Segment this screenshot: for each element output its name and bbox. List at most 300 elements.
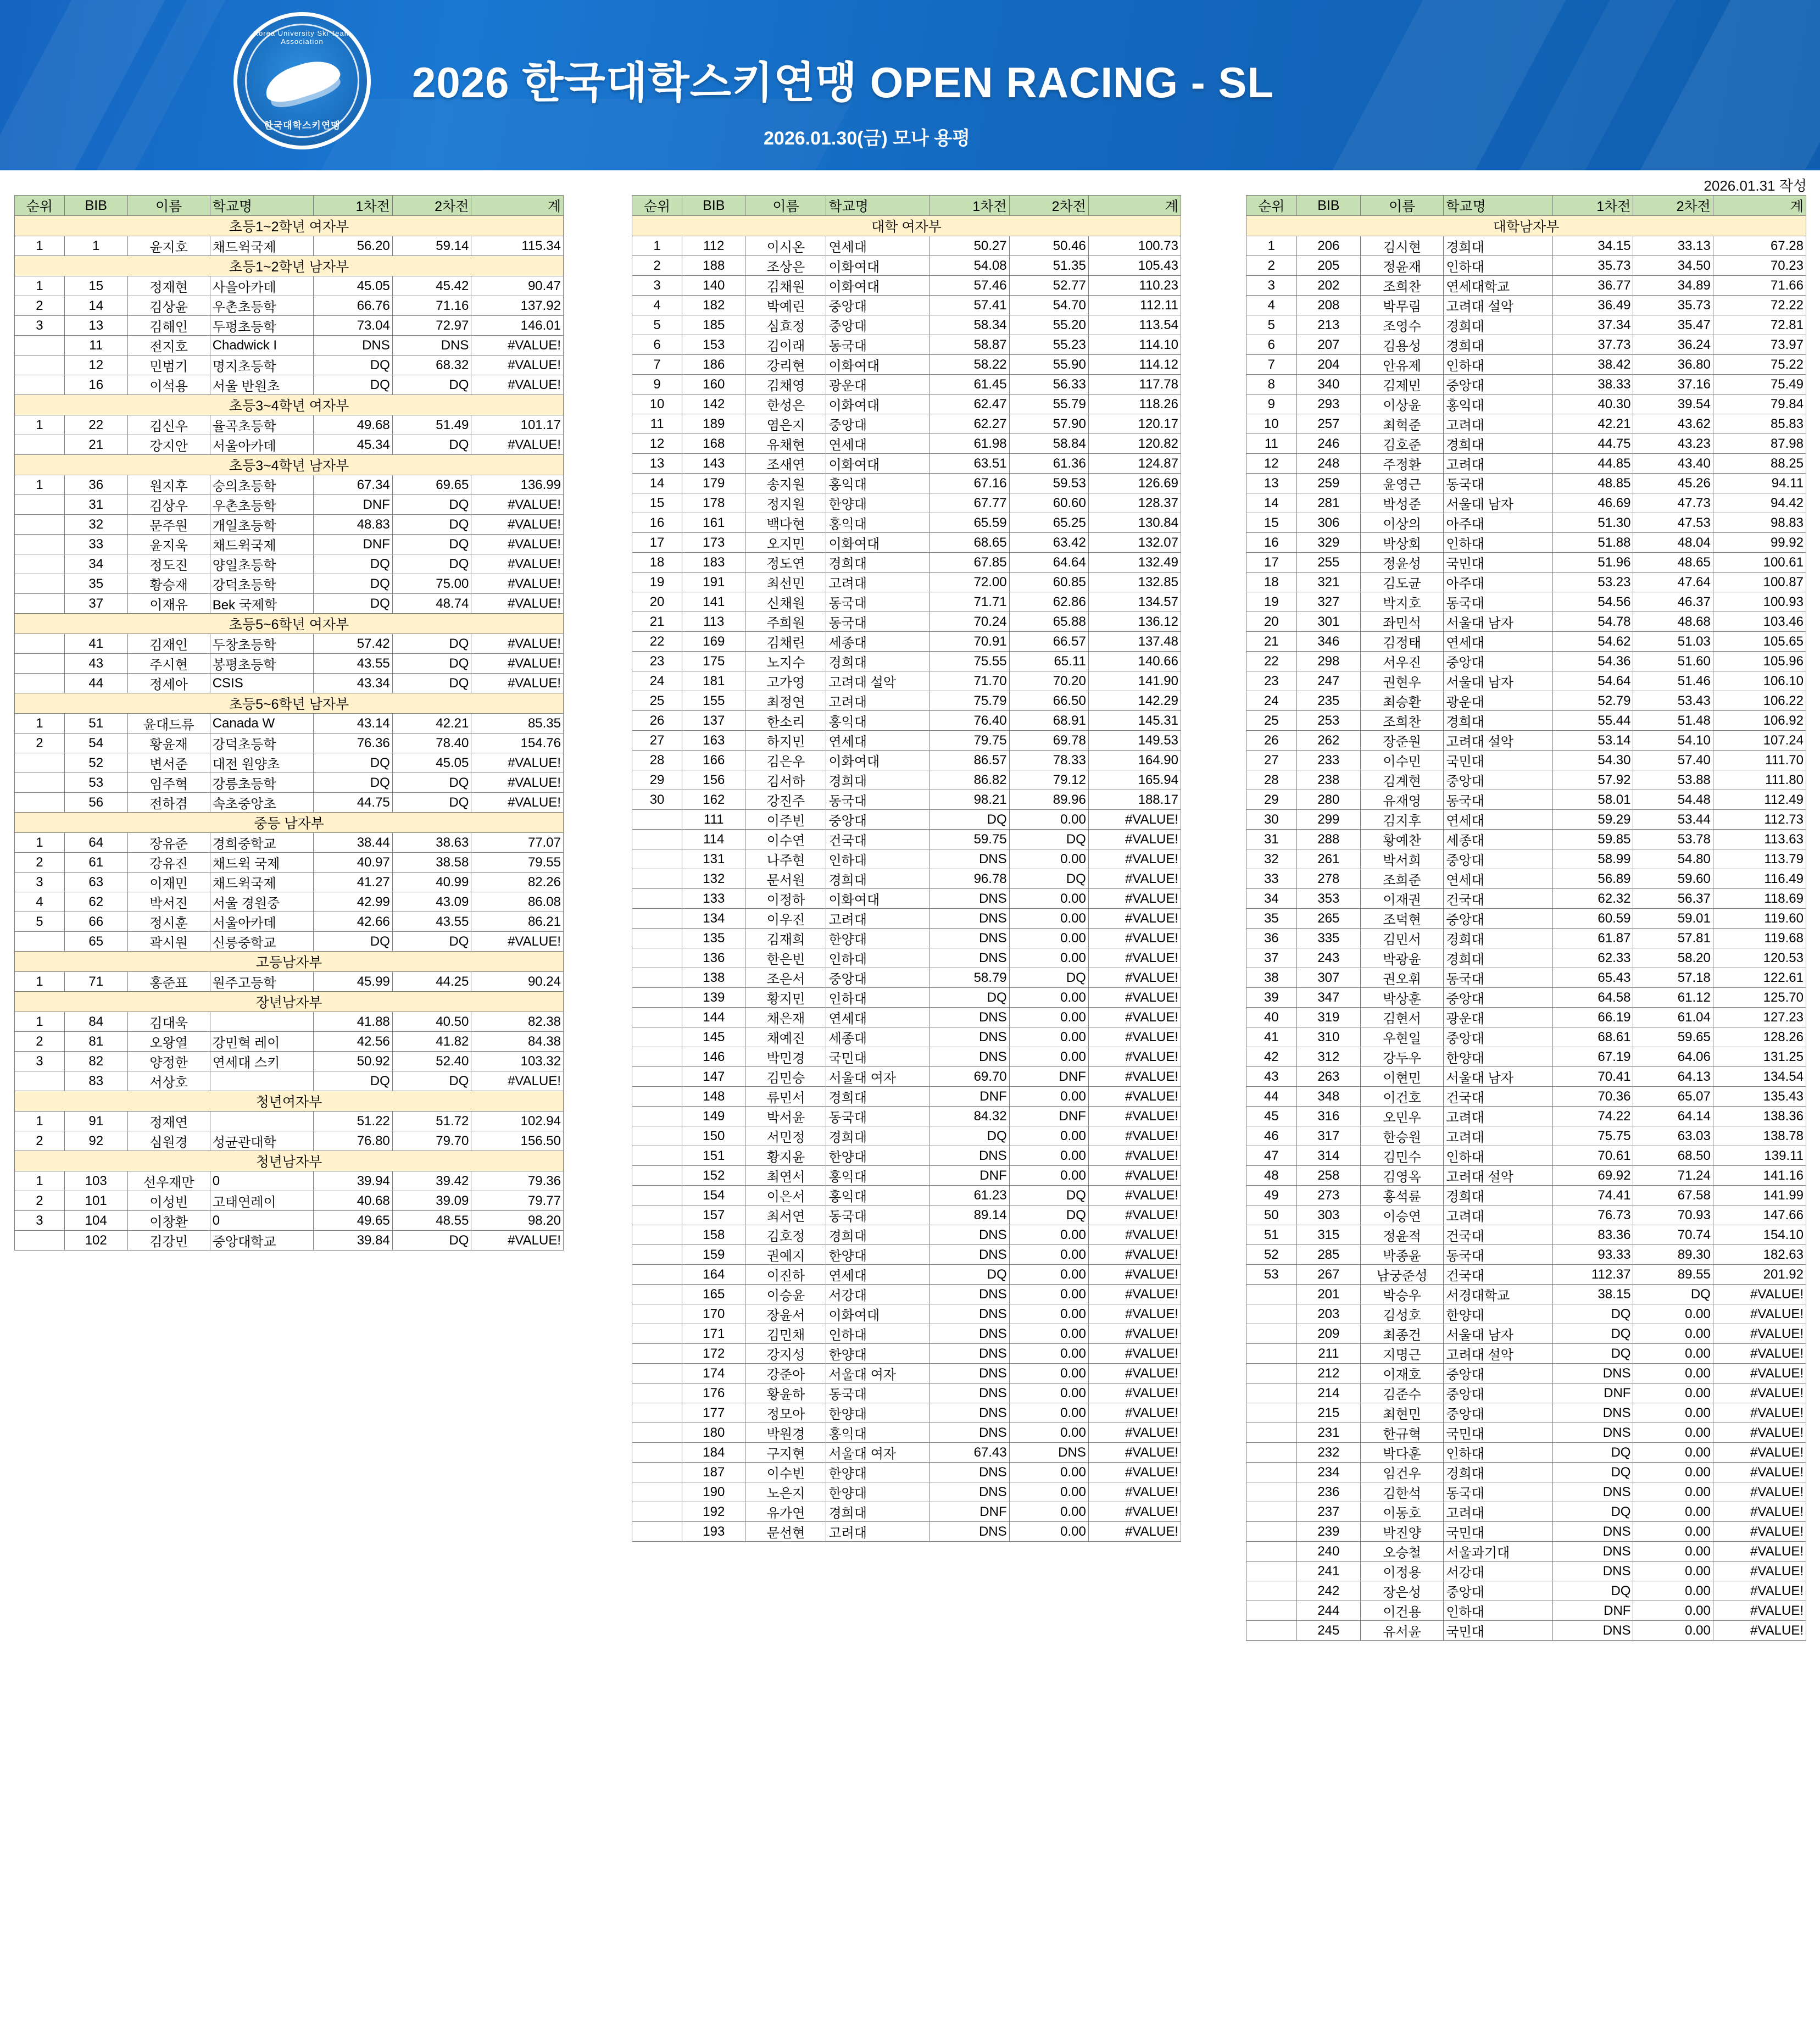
- cell-2: 전하겸: [127, 793, 210, 813]
- table-row: [1246, 1403, 1806, 1423]
- cell-1: 131: [682, 849, 745, 869]
- cell-6: 100.73: [1088, 236, 1181, 256]
- cell-5: DNF: [1009, 1107, 1088, 1126]
- cell-1: 183: [682, 553, 745, 573]
- cell-6: 75.49: [1713, 375, 1806, 395]
- cell-2: 이시온: [745, 236, 826, 256]
- cell-1: 178: [682, 493, 745, 513]
- cell-3: 국민대: [1444, 553, 1553, 573]
- cell-3: 숭의초등학: [210, 475, 313, 495]
- cell-6: 102.94: [471, 1112, 564, 1131]
- cell-5: 46.37: [1633, 592, 1713, 612]
- cell-6: 137.92: [471, 296, 564, 316]
- cell-6: #VALUE!: [1713, 1364, 1806, 1384]
- cell-5: 0.00: [1009, 1245, 1088, 1265]
- cell-6: 137.48: [1088, 632, 1181, 652]
- table-row: [15, 753, 564, 773]
- cell-1: 169: [682, 632, 745, 652]
- cell-1: 135: [682, 929, 745, 948]
- table-row: [1246, 1126, 1806, 1146]
- table-row: [1246, 533, 1806, 553]
- table-row: [1246, 1522, 1806, 1542]
- table-row: [15, 296, 564, 316]
- table-row: [15, 1231, 564, 1251]
- cell-4: DNS: [930, 1027, 1009, 1047]
- cell-2: 김준수: [1361, 1384, 1444, 1403]
- cell-2: 김재인: [127, 634, 210, 654]
- cell-3: 연세대: [1444, 810, 1553, 830]
- cell-5: DQ: [392, 793, 471, 813]
- cell-4: 37.73: [1552, 335, 1633, 355]
- table-row: [1246, 1621, 1806, 1641]
- cell-2: 권현우: [1361, 671, 1444, 691]
- cell-6: 145.31: [1088, 711, 1181, 731]
- table-row: [1246, 1601, 1806, 1621]
- cell-3: Chadwick I: [210, 336, 313, 355]
- cell-4: DNS: [1552, 1423, 1633, 1443]
- table-row: [632, 355, 1181, 375]
- cell-3: 경희대: [826, 1126, 930, 1146]
- cell-3: 인하대: [826, 1324, 930, 1344]
- cell-6: #VALUE!: [1088, 810, 1181, 830]
- table-row: [632, 296, 1181, 315]
- cell-3: 채드윅국제: [210, 873, 313, 892]
- cell-6: #VALUE!: [1088, 1265, 1181, 1285]
- table-row: [1246, 573, 1806, 592]
- cell-0: 49: [1246, 1186, 1297, 1205]
- cell-5: 53.44: [1633, 810, 1713, 830]
- table-row: [1246, 988, 1806, 1008]
- cell-6: 70.23: [1713, 256, 1806, 276]
- cell-1: 262: [1296, 731, 1360, 751]
- cell-3: 동국대: [1444, 592, 1553, 612]
- cell-0: [632, 1482, 682, 1502]
- cell-1: 147: [682, 1067, 745, 1087]
- cell-6: #VALUE!: [1088, 869, 1181, 889]
- cell-1: 293: [1296, 395, 1360, 414]
- cell-5: 50.46: [1009, 236, 1088, 256]
- cell-4: DNS: [1552, 1364, 1633, 1384]
- cell-5: 40.99: [392, 873, 471, 892]
- cell-2: 황지윤: [745, 1146, 826, 1166]
- cell-1: 146: [682, 1047, 745, 1067]
- cell-0: 20: [632, 592, 682, 612]
- cell-6: #VALUE!: [1088, 1522, 1181, 1542]
- cell-5: 39.42: [392, 1171, 471, 1191]
- cell-3: 중앙대: [1444, 770, 1553, 790]
- table-row: [15, 594, 564, 614]
- cell-5: 0.00: [1009, 810, 1088, 830]
- cell-4: 70.91: [930, 632, 1009, 652]
- cell-2: 오왕열: [127, 1032, 210, 1052]
- cell-2: 이재호: [1361, 1364, 1444, 1384]
- cell-0: [632, 889, 682, 909]
- cell-2: 박서윤: [745, 1107, 826, 1126]
- table-row: [632, 711, 1181, 731]
- cell-6: 90.47: [471, 276, 564, 296]
- cell-4: DNS: [930, 1146, 1009, 1166]
- cell-6: #VALUE!: [1088, 1186, 1181, 1205]
- cell-6: 188.17: [1088, 790, 1181, 810]
- cell-6: 90.24: [471, 972, 564, 992]
- table-row: [632, 1186, 1181, 1205]
- cell-0: [632, 1403, 682, 1423]
- table-row: [15, 892, 564, 912]
- cell-1: 92: [64, 1131, 127, 1151]
- cell-3: 국민대: [826, 1047, 930, 1067]
- table-row: [1246, 909, 1806, 929]
- cell-5: 71.16: [392, 296, 471, 316]
- cell-1: 242: [1296, 1581, 1360, 1601]
- cell-2: 원지후: [127, 475, 210, 495]
- cell-3: 사을아카데: [210, 276, 313, 296]
- cell-4: DNS: [930, 948, 1009, 968]
- cell-0: 42: [1246, 1047, 1297, 1067]
- table-row: [632, 1146, 1181, 1166]
- cell-5: 71.24: [1633, 1166, 1713, 1186]
- cell-2: 박민경: [745, 1047, 826, 1067]
- cell-5: DNS: [1009, 1443, 1088, 1463]
- cell-1: 83: [64, 1071, 127, 1091]
- cell-0: 3: [15, 873, 65, 892]
- cell-6: #VALUE!: [471, 753, 564, 773]
- cell-3: 중앙대: [1444, 1403, 1553, 1423]
- cell-1: 237: [1296, 1502, 1360, 1522]
- cell-2: 이건호: [1361, 1087, 1444, 1107]
- cell-3: 양일초등학: [210, 554, 313, 574]
- cell-0: [1246, 1581, 1297, 1601]
- cell-4: DNF: [1552, 1384, 1633, 1403]
- table-row: [1246, 889, 1806, 909]
- cell-1: 319: [1296, 1008, 1360, 1027]
- table-body-right: [1246, 216, 1806, 1641]
- cell-4: 45.99: [314, 972, 393, 992]
- cell-2: 신채원: [745, 592, 826, 612]
- cell-2: 곽시원: [127, 932, 210, 952]
- cell-2: 박승우: [1361, 1285, 1444, 1304]
- section-title: 초등5~6학년 여자부: [15, 614, 564, 634]
- cell-5: 48.68: [1633, 612, 1713, 632]
- cell-1: 353: [1296, 889, 1360, 909]
- cell-1: 258: [1296, 1166, 1360, 1186]
- cell-4: 72.00: [930, 573, 1009, 592]
- cell-3: 동국대: [826, 1384, 930, 1403]
- results-table-right: [1246, 195, 1806, 1641]
- cell-6: 113.63: [1713, 830, 1806, 849]
- cell-4: 40.30: [1552, 395, 1633, 414]
- cell-0: 2: [15, 853, 65, 873]
- table-row: [1246, 1562, 1806, 1581]
- cell-0: 24: [632, 671, 682, 691]
- cell-3: 홍익대: [826, 1166, 930, 1186]
- cell-4: 61.87: [1552, 929, 1633, 948]
- cell-0: 18: [632, 553, 682, 573]
- cell-1: 186: [682, 355, 745, 375]
- cell-0: 27: [1246, 751, 1297, 770]
- cell-4: DNS: [930, 1304, 1009, 1324]
- cell-1: 214: [1296, 1384, 1360, 1403]
- cell-3: 강덕초등학: [210, 574, 313, 594]
- cell-1: 240: [1296, 1542, 1360, 1562]
- cell-0: [1246, 1482, 1297, 1502]
- table-row: [1246, 1067, 1806, 1087]
- cell-0: 34: [1246, 889, 1297, 909]
- cell-1: 22: [64, 415, 127, 435]
- cell-6: 127.23: [1713, 1008, 1806, 1027]
- cell-2: 이상의: [1361, 513, 1444, 533]
- section-header-row: [15, 395, 564, 415]
- table-row: [1246, 1265, 1806, 1285]
- cell-3: 경희대: [1444, 929, 1553, 948]
- cell-4: 43.14: [314, 714, 393, 734]
- table-row: [632, 1324, 1181, 1344]
- table-row: [632, 948, 1181, 968]
- cell-2: 이건용: [1361, 1601, 1444, 1621]
- cell-5: 55.79: [1009, 395, 1088, 414]
- table-row: [632, 1463, 1181, 1482]
- cell-0: 39: [1246, 988, 1297, 1008]
- cell-3: 서울대 남자: [1444, 1324, 1553, 1344]
- table-row: [632, 414, 1181, 434]
- cell-1: 150: [682, 1126, 745, 1146]
- cell-4: 76.40: [930, 711, 1009, 731]
- cell-6: 125.70: [1713, 988, 1806, 1008]
- cell-5: 0.00: [1009, 1482, 1088, 1502]
- table-row: [632, 929, 1181, 948]
- table-row: [632, 1107, 1181, 1126]
- cell-0: [632, 1304, 682, 1324]
- table-row: [1246, 454, 1806, 474]
- cell-1: 301: [1296, 612, 1360, 632]
- cell-6: #VALUE!: [471, 375, 564, 395]
- cell-5: 42.21: [392, 714, 471, 734]
- cell-2: 이승윤: [745, 1285, 826, 1304]
- cell-4: 58.79: [930, 968, 1009, 988]
- section-title: 청년남자부: [15, 1151, 564, 1171]
- cell-5: 45.05: [392, 753, 471, 773]
- cell-1: 278: [1296, 869, 1360, 889]
- table-row: [15, 515, 564, 535]
- cell-0: 7: [632, 355, 682, 375]
- cell-0: 5: [632, 315, 682, 335]
- header-row: [15, 196, 564, 216]
- cell-0: [632, 1166, 682, 1186]
- cell-2: 박원경: [745, 1423, 826, 1443]
- cell-0: 4: [15, 892, 65, 912]
- cell-1: 134: [682, 909, 745, 929]
- cell-0: 3: [15, 316, 65, 336]
- cell-1: 81: [64, 1032, 127, 1052]
- section-title: 대학 여자부: [632, 216, 1181, 236]
- cell-4: 61.23: [930, 1186, 1009, 1205]
- cell-5: 0.00: [1633, 1482, 1713, 1502]
- cell-4: 54.36: [1552, 652, 1633, 671]
- cell-3: 명지초등학: [210, 355, 313, 375]
- cell-4: 67.43: [930, 1443, 1009, 1463]
- cell-5: DQ: [392, 495, 471, 515]
- cell-2: 황윤재: [127, 734, 210, 753]
- cell-3: 경희대: [1444, 315, 1553, 335]
- cell-4: 50.92: [314, 1052, 393, 1071]
- cell-4: 65.59: [930, 513, 1009, 533]
- column-header-4: 1차전: [930, 196, 1009, 216]
- cell-2: 이수빈: [745, 1463, 826, 1482]
- cell-0: 22: [632, 632, 682, 652]
- cell-4: 44.75: [314, 793, 393, 813]
- cell-6: 136.12: [1088, 612, 1181, 632]
- cell-3: [210, 1071, 313, 1091]
- cell-1: 203: [1296, 1304, 1360, 1324]
- cell-3: 세종대: [826, 1027, 930, 1047]
- cell-3: 연세대학교: [1444, 276, 1553, 296]
- table-row: [1246, 513, 1806, 533]
- cell-0: 4: [632, 296, 682, 315]
- cell-4: 58.87: [930, 335, 1009, 355]
- page-header-banner: [0, 0, 1820, 170]
- cell-5: 43.09: [392, 892, 471, 912]
- cell-0: 12: [632, 434, 682, 454]
- cell-4: DNS: [930, 1403, 1009, 1423]
- cell-4: 75.79: [930, 691, 1009, 711]
- cell-1: 156: [682, 770, 745, 790]
- cell-0: 47: [1246, 1146, 1297, 1166]
- cell-5: 37.16: [1633, 375, 1713, 395]
- cell-1: 64: [64, 833, 127, 853]
- table-row: [632, 1008, 1181, 1027]
- cell-5: 0.00: [1633, 1562, 1713, 1581]
- section-header-row: [15, 952, 564, 972]
- cell-3: 강릉초등학: [210, 773, 313, 793]
- cell-1: 160: [682, 375, 745, 395]
- table-row: [15, 236, 564, 256]
- cell-0: 1: [1246, 236, 1297, 256]
- cell-4: 69.70: [930, 1067, 1009, 1087]
- cell-3: Bek 국제학: [210, 594, 313, 614]
- cell-6: 165.94: [1088, 770, 1181, 790]
- cell-3: 한양대: [826, 1146, 930, 1166]
- cell-0: [632, 1384, 682, 1403]
- table-row: [15, 773, 564, 793]
- cell-5: 64.06: [1633, 1047, 1713, 1067]
- cell-3: 동국대: [1444, 1482, 1553, 1502]
- cell-2: 변서준: [127, 753, 210, 773]
- section-header-row: [15, 216, 564, 236]
- cell-5: 35.47: [1633, 315, 1713, 335]
- cell-4: 59.75: [930, 830, 1009, 849]
- cell-4: 45.34: [314, 435, 393, 455]
- cell-4: 38.44: [314, 833, 393, 853]
- table-row: [15, 355, 564, 375]
- cell-2: 노은지: [745, 1482, 826, 1502]
- cell-0: 6: [1246, 335, 1297, 355]
- cell-5: 0.00: [1633, 1502, 1713, 1522]
- cell-1: 61: [64, 853, 127, 873]
- cell-6: #VALUE!: [1088, 1245, 1181, 1265]
- table-row: [632, 1344, 1181, 1364]
- cell-6: 112.49: [1713, 790, 1806, 810]
- cell-4: DQ: [1552, 1443, 1633, 1463]
- cell-4: 40.97: [314, 853, 393, 873]
- cell-1: 340: [1296, 375, 1360, 395]
- cell-2: 박종윤: [1361, 1245, 1444, 1265]
- cell-0: 37: [1246, 948, 1297, 968]
- cell-6: #VALUE!: [1088, 1463, 1181, 1482]
- table-row: [1246, 869, 1806, 889]
- column-header-5: 2차전: [392, 196, 471, 216]
- cell-6: #VALUE!: [471, 654, 564, 674]
- cell-5: 0.00: [1009, 1324, 1088, 1344]
- cell-1: 171: [682, 1324, 745, 1344]
- cell-6: 79.55: [471, 853, 564, 873]
- cell-5: 35.73: [1633, 296, 1713, 315]
- table-row: [15, 415, 564, 435]
- cell-3: 한양대: [826, 1245, 930, 1265]
- cell-5: 60.85: [1009, 573, 1088, 592]
- cell-4: DQ: [314, 554, 393, 574]
- section-header-row: [15, 1091, 564, 1112]
- cell-2: 박지호: [1361, 592, 1444, 612]
- cell-0: 1: [15, 415, 65, 435]
- cell-3: 서울과기대: [1444, 1542, 1553, 1562]
- cell-4: 51.22: [314, 1112, 393, 1131]
- table-row: [1246, 671, 1806, 691]
- cell-0: 1: [15, 236, 65, 256]
- cell-6: #VALUE!: [1713, 1522, 1806, 1542]
- cell-0: [1246, 1364, 1297, 1384]
- cell-3: 고려대 설악: [1444, 296, 1553, 315]
- cell-4: 50.27: [930, 236, 1009, 256]
- cell-4: DQ: [1552, 1324, 1633, 1344]
- cell-5: 43.40: [1633, 454, 1713, 474]
- table-row: [632, 691, 1181, 711]
- cell-6: #VALUE!: [1713, 1285, 1806, 1304]
- cell-0: [1246, 1443, 1297, 1463]
- table-row: [15, 654, 564, 674]
- cell-3: 중앙대: [1444, 375, 1553, 395]
- cell-0: 35: [1246, 909, 1297, 929]
- cell-3: 국민대: [1444, 1522, 1553, 1542]
- section-header-row: [15, 693, 564, 714]
- cell-3: 홍익대: [826, 513, 930, 533]
- cell-3: 경희대: [826, 1502, 930, 1522]
- cell-1: 174: [682, 1364, 745, 1384]
- cell-5: DQ: [1009, 968, 1088, 988]
- cell-5: 39.09: [392, 1191, 471, 1211]
- cell-2: 강지성: [745, 1344, 826, 1364]
- cell-6: #VALUE!: [1088, 889, 1181, 909]
- cell-4: DNS: [930, 909, 1009, 929]
- cell-2: 안유제: [1361, 355, 1444, 375]
- cell-0: [1246, 1542, 1297, 1562]
- cell-1: 205: [1296, 256, 1360, 276]
- cell-2: 정윤적: [1361, 1225, 1444, 1245]
- cell-6: 126.69: [1088, 474, 1181, 493]
- cell-0: [632, 1324, 682, 1344]
- cell-2: 윤지호: [127, 236, 210, 256]
- cell-0: [1246, 1403, 1297, 1423]
- cell-5: DQ: [1633, 1285, 1713, 1304]
- table-row: [632, 395, 1181, 414]
- cell-3: 고려대: [826, 1522, 930, 1542]
- cell-2: 민범기: [127, 355, 210, 375]
- cell-1: 63: [64, 873, 127, 892]
- section-header-row: [15, 992, 564, 1012]
- cell-2: 유서윤: [1361, 1621, 1444, 1641]
- cell-4: 61.98: [930, 434, 1009, 454]
- cell-1: 201: [1296, 1285, 1360, 1304]
- cell-6: 118.26: [1088, 395, 1181, 414]
- cell-0: [1246, 1423, 1297, 1443]
